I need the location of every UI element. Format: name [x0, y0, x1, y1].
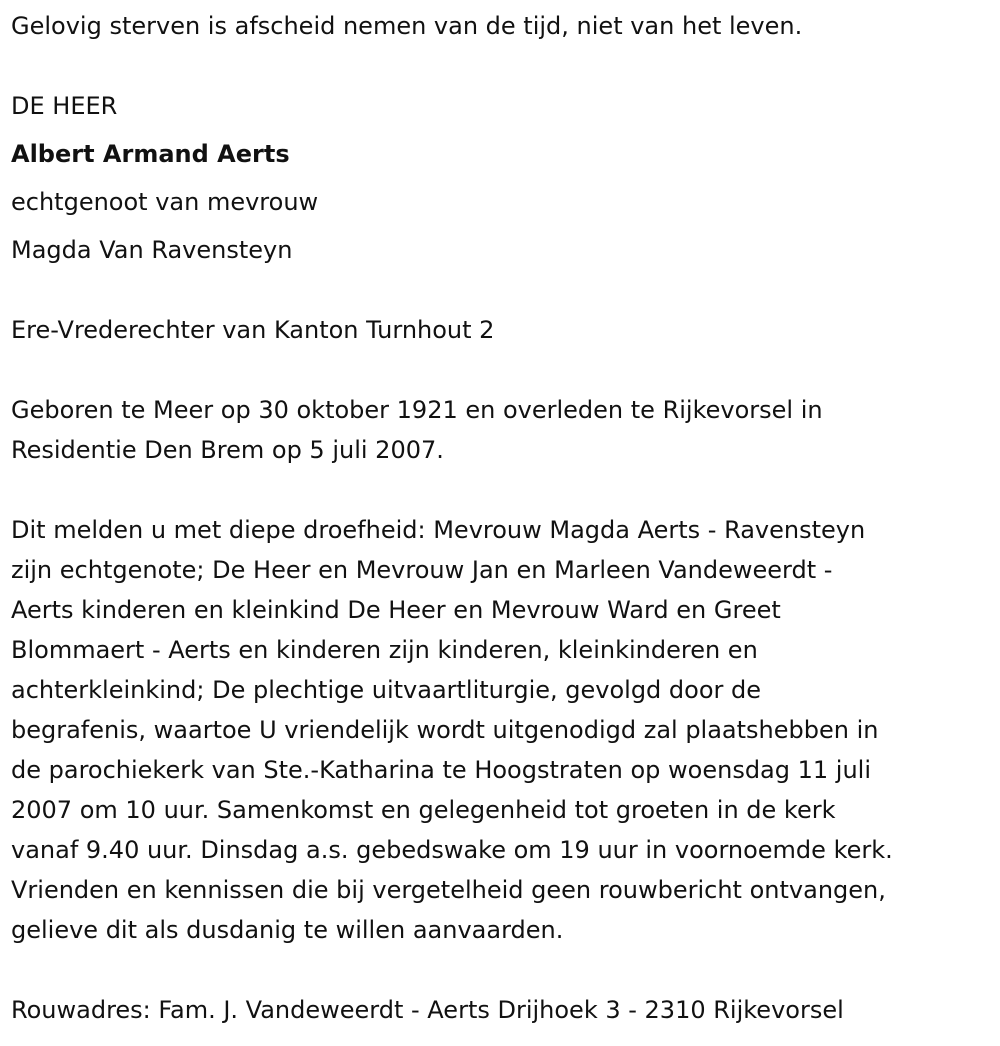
paragraph-line: Aerts kinderen en kleinkind De Heer en Mevrouw Ward en Greet [11, 596, 781, 624]
deceased-name: Albert Armand Aerts [11, 140, 290, 168]
spacer [11, 174, 991, 182]
spacer [11, 270, 991, 310]
spacer [11, 470, 991, 510]
spacer [11, 222, 991, 230]
paragraph-line: zijn echtgenote; De Heer en Mevrouw Jan en Marleen Vandeweerdt - [11, 556, 833, 584]
paragraph-line: de parochiekerk van Ste.-Katharina te Hoogstraten op woensdag 11 juli [11, 756, 872, 784]
quote-line: Gelovig sterven is afscheid nemen van de tijd, niet van het leven. [11, 12, 803, 40]
honorific-title: DE HEER [11, 92, 118, 120]
paragraph-line: 2007 om 10 uur. Samenkomst en gelegenheid tot groeten in de kerk [11, 796, 836, 824]
paragraph-line: vanaf 9.40 uur. Dinsdag a.s. gebedswake om 19 uur in voornoemde kerk. [11, 836, 893, 864]
paragraph-line: gelieve dit als dusdanig te willen aanvaarden. [11, 916, 564, 944]
function-line: Ere-Vrederechter van Kanton Turnhout 2 [11, 316, 495, 344]
spacer [11, 950, 991, 990]
birth-death-paragraph [11, 390, 991, 470]
spacer [11, 46, 991, 86]
paragraph-line: Blommaert - Aerts en kinderen zijn kinderen, kleinkinderen en [11, 636, 758, 664]
spacer [11, 126, 991, 134]
paragraph-line: Residentie Den Brem op 5 juli 2007. [11, 436, 444, 464]
paragraph-line: achterkleinkind; De plechtige uitvaartliturgie, gevolgd door de [11, 676, 762, 704]
paragraph-line: Dit melden u met diepe droefheid: Mevrouw Magda Aerts - Ravensteyn [11, 516, 866, 544]
spouse-intro: echtgenoot van mevrouw [11, 188, 319, 216]
spouse-name: Magda Van Ravensteyn [11, 236, 293, 264]
paragraph-line: Geboren te Meer op 30 oktober 1921 en overleden te Rijkevorsel in [11, 396, 823, 424]
obituary-document [11, 0, 991, 1030]
paragraph-line: begrafenis, waartoe U vriendelijk wordt uitgenodigd zal plaatshebben in [11, 716, 879, 744]
address-line: Rouwadres: Fam. J. Vandeweerdt - Aerts Drijhoek 3 - 2310 Rijkevorsel [11, 996, 844, 1024]
paragraph-line: Vrienden en kennissen die bij vergetelheid geen rouwbericht ontvangen, [11, 876, 886, 904]
announcement-paragraph [11, 510, 991, 950]
spacer [11, 350, 991, 390]
